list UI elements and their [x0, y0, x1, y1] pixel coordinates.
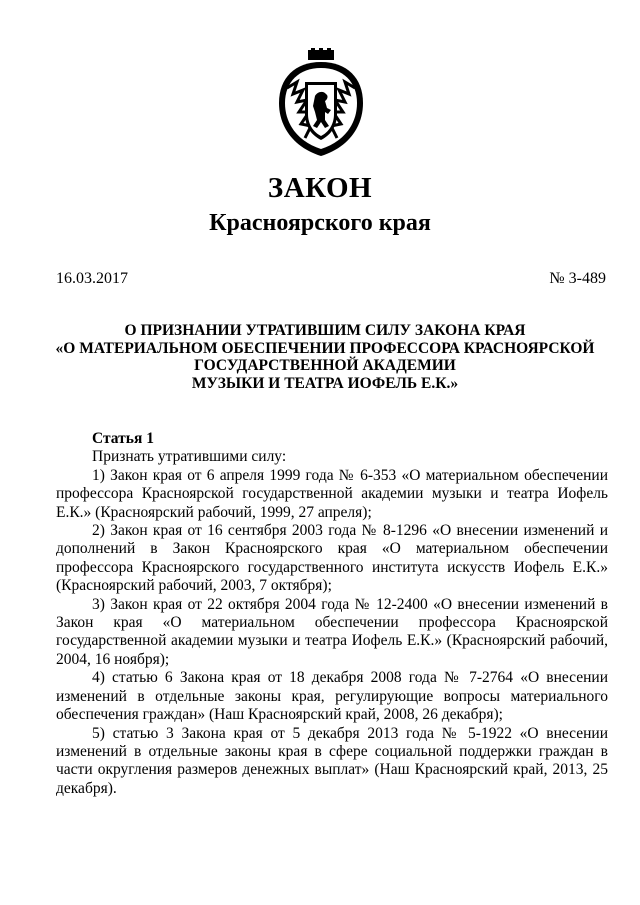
- document-number: № 3-489: [549, 270, 606, 287]
- list-item: 2) Закон края от 16 сентября 2003 года № 8-1296 «О внесении изменений и дополнений в Закон Красноярского края «О материальном обеспечении профессора Красноярского государственного института искусств Иофель Е.К.» (Красноярский рабочий, 2003, 7 октября);: [56, 522, 608, 595]
- law-title-line: ГОСУДАРСТВЕННОЙ АКАДЕМИИ: [194, 357, 456, 374]
- document-body: [56, 430, 608, 798]
- law-title: [40, 322, 610, 392]
- coat-of-arms-icon: [275, 48, 367, 158]
- list-item: 4) статью 6 Закона края от 18 декабря 2008 года № 7-2764 «О внесении изменений в отдельные законы края, регулирующие вопросы материального обеспечения граждан» (Наш Красноярский край, 2008, 26 декабря);: [56, 669, 608, 724]
- list-item: 1) Закон края от 6 апреля 1999 года № 6-353 «О материальном обеспечении профессора Красноярской государственной академии музыки и театра Иофель Е.К.» (Красноярский рабочий, 1999, 27 апреля);: [56, 466, 608, 521]
- document-title: ЗАКОН: [267, 172, 373, 204]
- article-intro: Признать утратившими силу:: [92, 448, 287, 466]
- document-subtitle: Красноярского края: [209, 210, 431, 236]
- article-heading: Статья 1: [92, 430, 154, 447]
- law-title-line: МУЗЫКИ И ТЕАТРА ИОФЕЛЬ Е.К.»: [191, 374, 459, 392]
- document-date: 16.03.2017: [56, 270, 128, 287]
- law-title-line: «О МАТЕРИАЛЬНОМ ОБЕСПЕЧЕНИИ ПРОФЕССОРА КРАСНОЯРСКОЙ: [55, 339, 595, 357]
- list-item: 5) статью 3 Закона края от 5 декабря 2013 года № 5-1922 «О внесении изменений в отдельные законы края в сфере социальной поддержки граждан в части округления размеров денежных выплат» (Наш Красноярский край, 2013, 25 декабря).: [56, 724, 608, 797]
- list-item: 3) Закон края от 22 октября 2004 года № 12-2400 «О внесении изменений в Закон края «О материальном обеспечении профессора Красноярской государственной академии музыки и театра Иофель Е.К.» (Красноярский рабочий, 2004, 16 ноября);: [56, 595, 608, 668]
- law-title-line: О ПРИЗНАНИИ УТРАТИВШИМ СИЛУ ЗАКОНА КРАЯ: [124, 322, 526, 339]
